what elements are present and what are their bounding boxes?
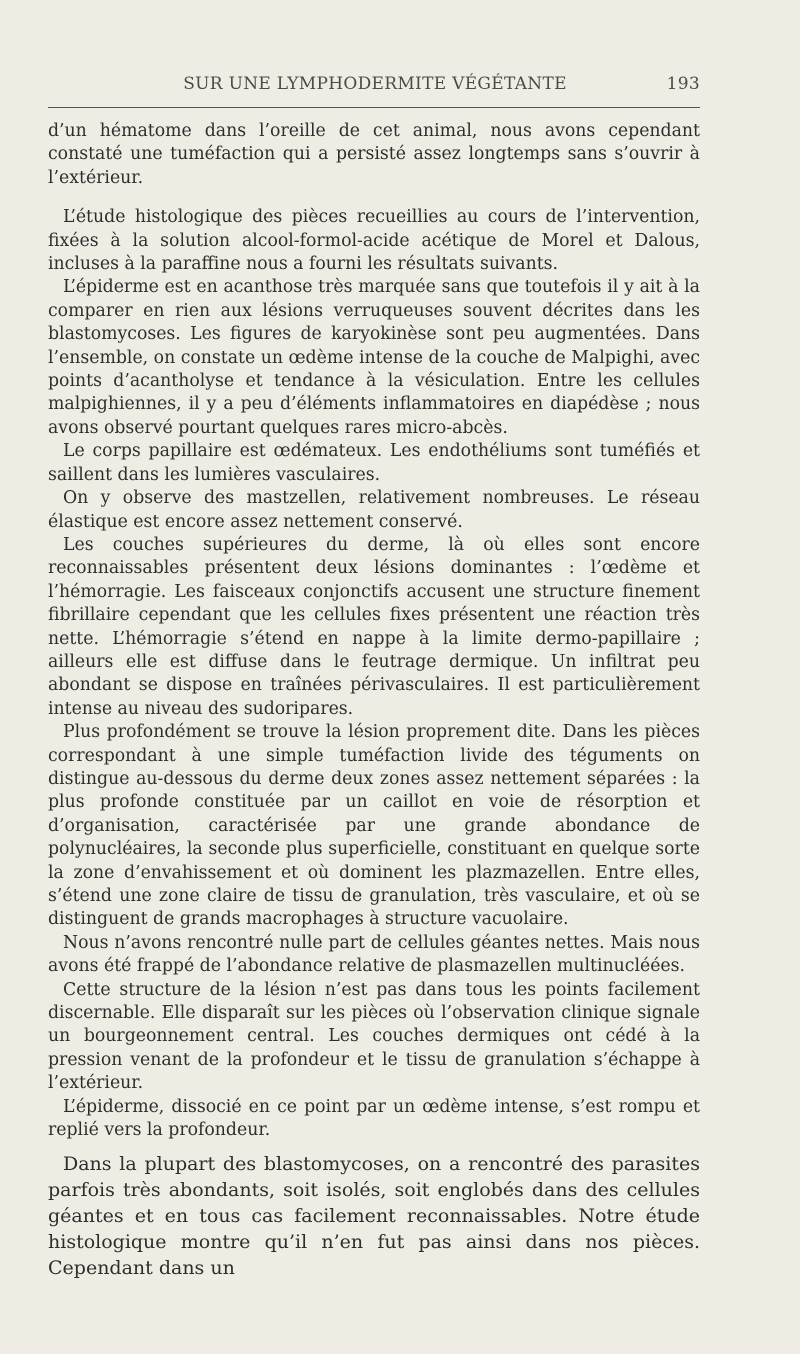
body-text — [48, 120, 700, 1142]
paragraph: Le corps papillaire est œdémateux. Les endothéliums sont tuméfiés et saillent dans les lumières vasculaires. — [48, 441, 700, 485]
paragraph: d’un hématome dans l’oreille de cet animal, nous avons cependant constaté une tuméfaction qui a persisté assez longtemps sans s’ouvrir à l’extérieur. — [48, 121, 700, 188]
paragraph: Plus profondément se trouve la lésion proprement dite. Dans les pièces correspondant à une simple tuméfaction livide des téguments on distingue au-dessous du derme deux zones assez nettement séparées : la plus profonde constituée par un caillot en voie de résorption et d’organisation, caractérisée par une grande abondance de polynucléaires, la seconde plus superficielle, constituant en quelque sorte la zone d’envahissement et où dominent les plazmazellen. Entre elles, s’étend une zone claire de tissu de granulation, très vasculaire, et où se distinguent de grands macrophages à structure vacuolaire. — [48, 722, 700, 930]
page-number: 193 — [666, 74, 700, 94]
paragraph: Cette structure de la lésion n’est pas dans tous les points facilement discernable. Elle disparaît sur les pièces où l’observation clinique signale un bourgeonnement central. Les couches dermiques ont cédé à la pression venant de la profondeur et le tissu de granulation s’échappe à l’extérieur. — [48, 979, 700, 1094]
final-section — [48, 1151, 700, 1281]
paragraph-large: Dans la plupart des blastomycoses, on a rencontré des parasites parfois très abondants, soit isolés, soit englobés dans des cellules géantes et en tous cas facilement reconnaissables. Notre étude histologique montre qu’il n’en fut pas ainsi dans nos pièces. Cependant dans un — [48, 1153, 700, 1279]
paragraph: L’épiderme est en acanthose très marquée sans que toutefois il y ait à la comparer en rien aux lésions verruqueuses souvent décrites dans les blastomycoses. Les figures de karyokinèse sont peu augmentées. Dans l’ensemble, on constate un œdème intense de la couche de Malpighi, avec points d’acantholyse et tendance à la vésiculation. Entre les cellules malpighiennes, il y a peu d’éléments inflammatoires en diapédèse ; nous avons observé pourtant quelques rares micro-abcès. — [48, 277, 700, 438]
paragraph: Les couches supérieures du derme, là où elles sont encore reconnaissables présentent deux lésions dominantes : l’œdème et l’hémorragie. Les faisceaux conjonctifs accusent une structure finement fibrillaire cependant que les cellules fixes présentent une réaction très nette. L’hémorragie s’étend en nappe à la limite dermo-papillaire ; ailleurs elle est diffuse dans le feutrage dermique. Un infiltrat peu abondant se dispose en traînées périvasculaires. Il est particulièrement intense au niveau des sudoripares. — [48, 534, 700, 719]
paragraph: L’étude histologique des pièces recueillies au cours de l’intervention, fixées à la solution alcool-formol-acide acétique de Morel et Dalous, incluses à la paraffine nous a fourni les résultats suivants. — [48, 207, 700, 275]
paragraph: On y observe des mastzellen, relativement nombreuses. Le réseau élastique est encore assez nettement conservé. — [48, 488, 700, 532]
paragraph: Nous n’avons rencontré nulle part de cellules géantes nettes. Mais nous avons été frappé de l’abondance relative de plasmazellen multinucléées. — [48, 932, 700, 977]
header-rule — [48, 107, 700, 108]
running-title: SUR UNE LYMPHODERMITE VÉGÉTANTE — [183, 74, 567, 94]
paragraph: L’épiderme, dissocié en ce point par un œdème intense, s’est rompu et replié vers la profondeur. — [48, 1096, 700, 1141]
running-header — [50, 74, 700, 100]
